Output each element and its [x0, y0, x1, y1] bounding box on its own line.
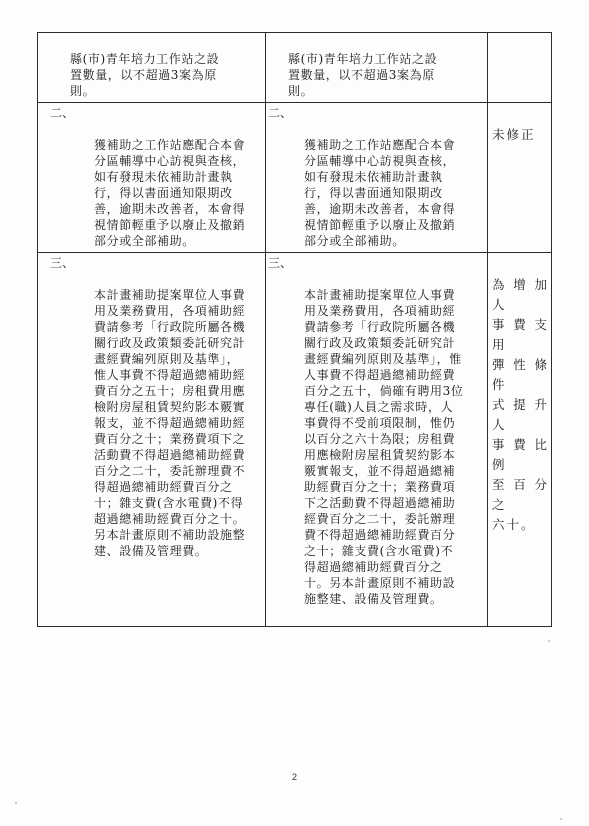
amended-provision-cell — [38, 253, 266, 627]
explanation-text: 未修正 — [492, 127, 536, 142]
provision-text: 獲補助之工作站應配合本會 分區輔導中心訪視與查核， 如有發現未依補助計畫執 行，得以書面通知限期改 善，逾期未改善者，本會得 視情節輕重予以廢止及撤銷 部分或全部補助。 — [94, 138, 246, 248]
current-provision-cell — [266, 33, 488, 103]
item-number: 三、 — [50, 256, 75, 270]
provision-text: 縣(市)青年培力工作站之設 置數量，以不超過3案為原 則。 — [288, 52, 438, 98]
scan-speck — [560, 818, 562, 820]
scan-speck — [548, 640, 550, 642]
provision-text: 本計畫補助提案單位人事費 用及業務費用，各項補助經 費請參考「行政院所屬各機 關行政及政策類委託研究計 畫經費編列原則及基準」，惟 人事費不得超過總補助經費 百分之五十，倘確有聘用3位 專任(職)人員之需求時，人 事費得不受前項限制，惟仍 以百分之六十為限；房租費 用應檢附房屋租賃契約影本 覈實報支，並不得超過總補 助經費百分之十；業務費項 下之活動費不得超過總補助 經費百分之二十，委託辦理 費不得超過總補助經費百分 之十；雜支費(含水電費)不 得超過總補助經費百分之 十。另本計畫原則不補助設 施整建、設備及管理費。 — [304, 288, 464, 606]
provision-text: 本計畫補助提案單位人事費 用及業務費用，各項補助經 費請參考「行政院所屬各機 關行政及政策類委託研究計 畫經費編列原則及基準」， 惟人事費不得超過總補助經 費百分之五十；房租費用應 檢附房屋租賃契約影本覈實 報支，並不得超過總補助經 費百分之十；業務費項下之 活動費不得超過總補助經費 百分之二十，委託辦理費不 得超過總補助經費百分之 十；雜支費(含水電費)不得 超過總補助經費百分之十。 另本計畫原則不補助設施整 建、設備及管理費。 — [94, 288, 246, 558]
provision-text: 獲補助之工作站應配合本會 分區輔導中心訪視與查核， 如有發現未依補助計畫執 行，得以書面通知限期改 善，逾期未改善者，本會得 視情節輕重予以廢止及撤銷 部分或全部補助。 — [304, 138, 456, 248]
current-provision-cell — [266, 103, 488, 253]
table-row — [38, 33, 552, 103]
amended-provision-cell — [38, 103, 266, 253]
comparison-table — [37, 32, 552, 627]
explanation-cell — [488, 103, 552, 253]
table-row — [38, 253, 552, 627]
page-number: 2 — [291, 772, 297, 782]
item-number: 二、 — [268, 106, 293, 120]
explanation-text: 為增加人 事費支用 彈性條件 式提升人 事費比例 至百分之 六十。 — [492, 277, 549, 532]
item-number: 三、 — [268, 256, 293, 270]
table-row — [38, 103, 552, 253]
provision-text: 縣(市)青年培力工作站之設 置數量，以不超過3案為原 則。 — [70, 52, 220, 98]
current-provision-cell — [266, 253, 488, 627]
scan-speck — [15, 802, 17, 804]
amended-provision-cell — [38, 33, 266, 103]
explanation-cell — [488, 253, 552, 627]
explanation-cell — [488, 33, 552, 103]
item-number: 二、 — [50, 106, 75, 120]
